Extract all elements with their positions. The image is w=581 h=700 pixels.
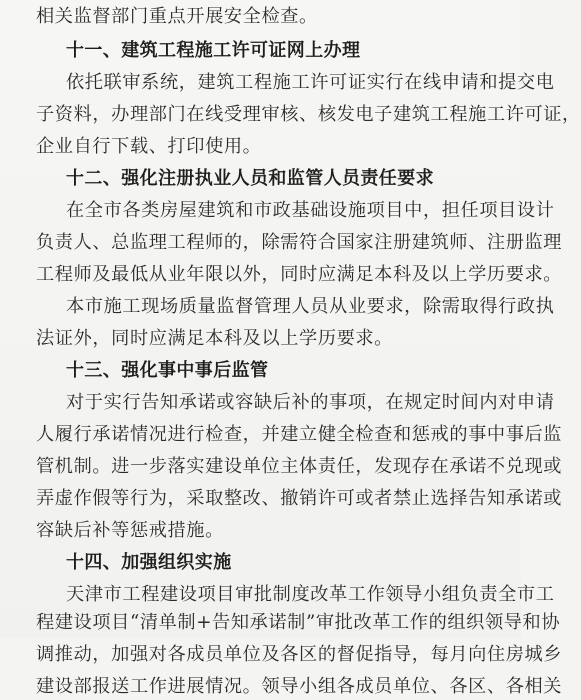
body-text-line: 工程师及最低从业年限以外，同时应满足本科及以上学历要求。 (36, 264, 563, 285)
body-text-line: 相关监督部门重点开展安全检查。 (36, 6, 318, 27)
body-text-line: 调推动，加强对各成员单位及各区的督促指导，每月向住房城乡 (36, 644, 563, 665)
body-text-line: 法证外，同时应满足本科及以上学历要求。 (36, 328, 393, 349)
section-heading-13: 十三、强化事中事后监管 (66, 360, 269, 381)
body-text-line: 容缺后补等惩戒措施。 (36, 520, 224, 541)
body-text-line: 本市施工现场质量监督管理人员从业要求，除需取得行政执 (66, 296, 555, 317)
body-text-line: 管机制。进一步落实建设单位主体责任，发现存在承诺不兑现或 (36, 456, 563, 477)
body-text-line: 负责人、总监理工程师的，除需符合国家注册建筑师、注册监理 (36, 232, 563, 253)
section-heading-11: 十一、建筑工程施工许可证网上办理 (66, 40, 361, 61)
body-text-line: 程建设项目“清单制+告知承诺制”审批改革工作的组织领导和协 (36, 612, 561, 633)
section-heading-12: 十二、强化注册执业人员和监管人员责任要求 (66, 168, 434, 189)
body-text-line: 对于实行告知承诺或容缺后补的事项，在规定时间内对申请 (66, 392, 555, 413)
body-text-line: 天津市工程建设项目审批制度改革工作领导小组负责全市工 (66, 584, 555, 605)
body-text-line: 依托联审系统，建筑工程施工许可证实行在线申请和提交电 (66, 72, 555, 93)
body-text-line: 人履行承诺情况进行检查，并建立健全检查和惩戒的事中事后监 (36, 424, 563, 445)
body-text-line: 在全市各类房屋建筑和市政基础设施项目中，担任项目设计 (66, 200, 555, 221)
body-text-line: 建设部报送工作进展情况。领导小组各成员单位、各区、各相关 (36, 676, 563, 697)
body-text-line: 弄虚作假等行为，采取整改、撤销许可或者禁止选择告知承诺或 (36, 488, 563, 509)
body-text-line: 企业自行下载、打印使用。 (36, 136, 262, 157)
body-text-line: 子资料，办理部门在线受理审核、核发电子建筑工程施工许可证， (36, 104, 581, 125)
section-heading-14: 十四、加强组织实施 (66, 552, 232, 573)
